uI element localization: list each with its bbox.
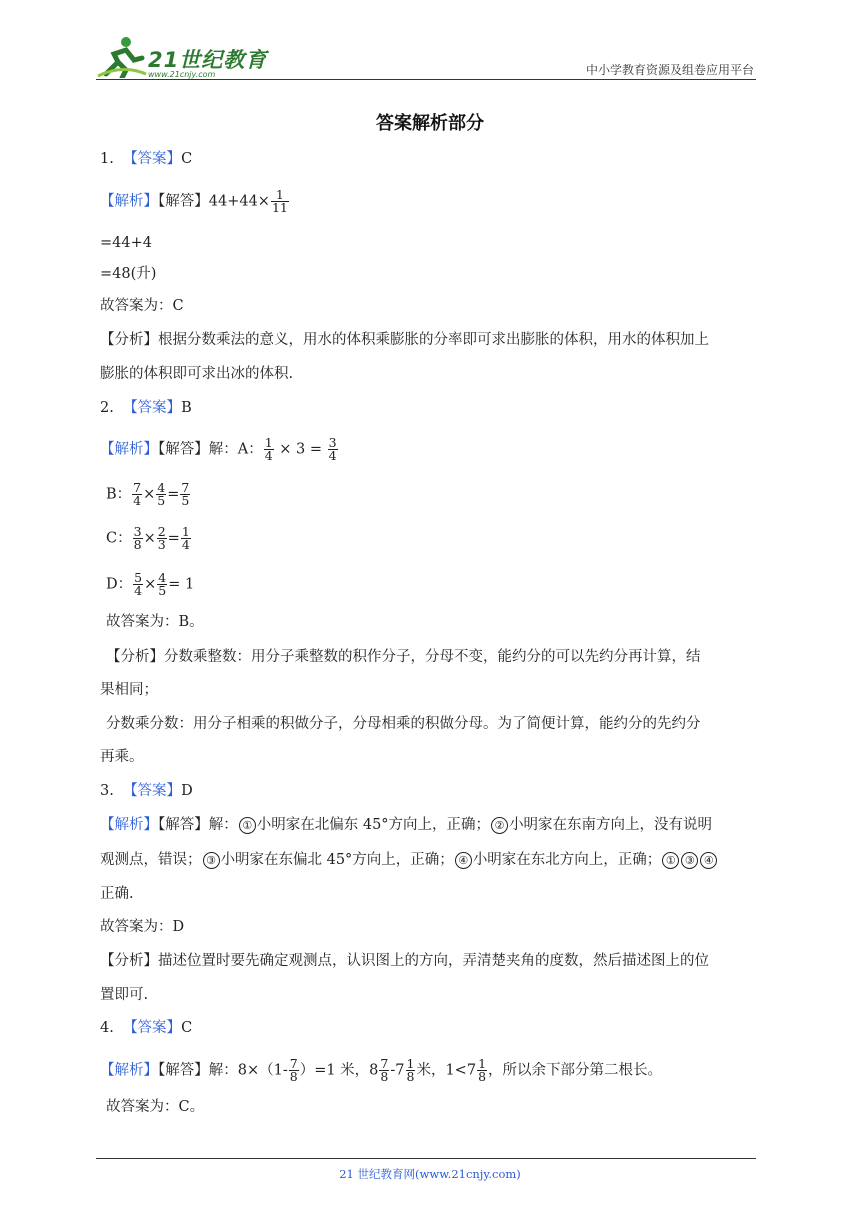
q2-solution-b: B： $\frac{7}{4}$ × $\frac{4}{5}$ = $\frac{7}{5}$ [106,480,190,508]
q2-solution-a: 【解析】【解答】解：A： $\frac{1}{4}$ × 3 = $\frac{3}{4}$ [100,435,337,463]
q2-analysis-3: 分数乘分数：用分子相乘的积做分子，分母相乘的积做分母。为了简便计算，能约分的先约分 [106,716,701,732]
q3-solution-2: 观测点，错误； ③ 小明家在东偏北 45°方向上，正确； ④ 小明家在东北方向上，正确； ① ③ ④ [100,850,718,870]
footer-divider [96,1158,756,1159]
q2-analysis-2: 果相同； [100,682,158,698]
q1-conclusion: 故答案为：C [100,298,184,314]
q3-answer: 3. 【答案】D [100,783,193,799]
q2-analysis-1: 【分析】分数乘整数：用分子乘整数的积作分子，分母不变，能约分的可以先约分再计算，结 [106,649,701,665]
runner-logo-icon [96,34,148,78]
q3-conclusion: 故答案为：D [100,919,185,935]
logo-url: www.21cnjy.com [148,70,216,79]
q1-step-1: =44+4 [100,235,152,251]
q2-analysis-4: 再乘。 [100,749,144,765]
q3-solution-3: 正确. [100,886,134,902]
q1-answer: 1. 【答案】C [100,151,193,167]
footer-link[interactable]: 21 世纪教育网(www.21cnjy.com) [339,1167,521,1181]
page-header [96,28,756,80]
q2-answer: 2. 【答案】B [100,400,192,416]
q1-step-2: =48(升) [100,266,157,282]
header-divider [96,79,756,80]
q1-solution: 【解析】【解答】44+44× $\frac{1}{11}$ [100,187,288,215]
q1-analysis-1: 【分析】根据分数乘法的意义，用水的体积乘膨胀的分率即可求出膨胀的体积，用水的体积加上 [100,332,709,348]
q2-conclusion: 故答案为：B。 [106,614,204,630]
q4-conclusion: 故答案为：C。 [106,1099,205,1115]
q1-analysis-2: 膨胀的体积即可求出冰的体积. [100,366,294,382]
q3-analysis-1: 【分析】描述位置时要先确定观测点，认识图上的方向，弄清楚夹角的度数，然后描述图上的位 [100,953,709,969]
platform-name: 中小学教育资源及组卷应用平台 [585,63,754,77]
q2-solution-c: C： $\frac{3}{8}$ × $\frac{2}{3}$ = $\frac{1}{4}$ [106,524,190,552]
q4-solution: 【解析】【解答】解：8×（1- $\frac{7}{8}$ ）=1 米，8 $\frac{7}{8}$ -7 $\frac{1}{8}$ 米，1<7 $\frac{1}{8}$ ，所以余下部分第二根长。 [100,1056,663,1084]
q3-solution-1: 【解析】【解答】解： ① 小明家在北偏东 45°方向上，正确； ② 小明家在东南方向上，没有说明 [100,817,713,833]
q2-solution-d: D： $\frac{5}{4}$ × $\frac{4}{5}$ = 1 [106,570,195,598]
logo-text: 21世纪教育 [148,48,268,72]
page-title: 答案解析部分 [376,113,484,134]
q3-analysis-2: 置即可. [100,987,149,1003]
logo [96,34,276,78]
q4-answer: 4. 【答案】C [100,1020,193,1036]
